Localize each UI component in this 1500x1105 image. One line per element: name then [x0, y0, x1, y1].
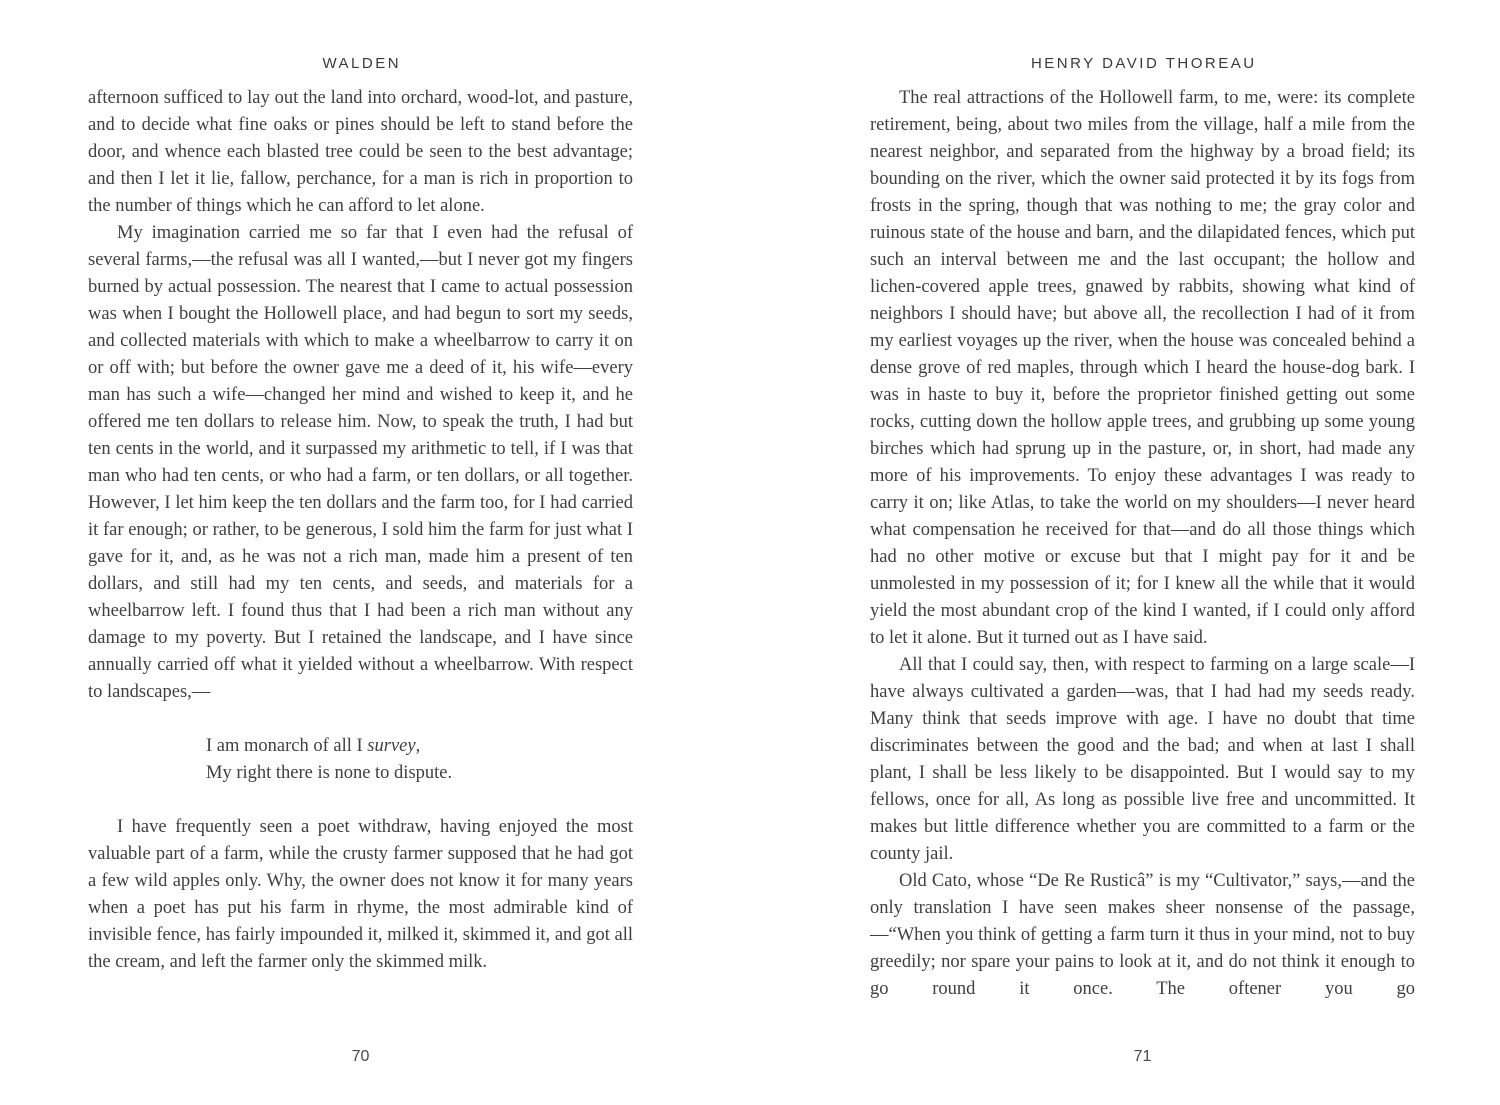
right-page — [870, 56, 1415, 1003]
paragraph: All that I could say, then, with respect to farming on a large scale—I have always cultivated a garden—was, that I had had my seeds ready. Many think that seeds improve with age. I have no doubt that time discriminates between the good and the bad; and when at last I shall plant, I shall be less likely to be disappointed. But I would say to my fellows, once for all, As long as possible live free and uncommitted. It makes but little difference whether you are committed to a farm or the county jail. — [870, 655, 1415, 864]
paragraph-continues-next-page: Old Cato, whose “De Re Rusticâ” is my “Cultivator,” says,—and the only translation I have seen makes sheer nonsense of the passage,—“When you think of getting a farm turn it thus in your mind, not to buy greedily; nor spare your pains to look at it, and do not think it enough to go round it once. The oftener you go — [870, 871, 1415, 999]
verse-text: I am monarch of all I — [206, 736, 368, 756]
left-page-body — [88, 85, 633, 976]
paragraph-continuation: afternoon sufficed to lay out the land into orchard, wood-lot, and pasture, and to decide what fine oaks or pines should be left to stand before the door, and whence each blasted tree could be seen to the best advantage; and then I let it lie, fallow, perchance, for a man is rich in proportion to the number of things which he can afford to let alone. — [88, 88, 633, 216]
right-running-head: HENRY DAVID THOREAU — [1030, 55, 1257, 72]
paragraph: My imagination carried me so far that I even had the refusal of several farms,—the refusal was all I wanted,—but I never got my fingers burned by actual possession. The nearest that I came to actual possession was when I bought the Hollowell place, and had begun to sort my seeds, and collected materials with which to make a wheelbarrow to carry it on or off with; but before the owner gave me a deed of it, his wife—every man has such a wife—changed her mind and wished to keep it, and he offered me ten dollars to release him. Now, to speak the truth, I had but ten cents in the world, and it surpassed my arithmetic to tell, if I was that man who had ten cents, or who had a farm, or ten dollars, or all together. However, I let him keep the ten dollars and the farm too, for I had carried it far enough; or rather, to be generous, I sold him the farm for just what I gave for it, and, as he was not a rich man, made him a present of ten dollars, and still had my ten cents, and seeds, and materials for a wheelbarrow left. I found thus that I had been a rich man without any damage to my poverty. But I retained the landscape, and I have since annually carried off what it yielded without a wheelbarrow. With respect to landscapes,— — [88, 223, 633, 702]
left-running-head: WALDEN — [322, 55, 402, 72]
verse-quote — [206, 733, 633, 787]
right-page-number: 71 — [1133, 1048, 1152, 1065]
verse-text: , — [415, 736, 421, 756]
verse-line: My right there is none to dispute. — [206, 763, 453, 783]
left-page-number: 70 — [351, 1048, 370, 1065]
paragraph: I have frequently seen a poet withdraw, having enjoyed the most valuable part of a farm, while the crusty farmer supposed that he had got a few wild apples only. Why, the owner does not know it for many years when a poet has put his farm in rhyme, the most admirable kind of invisible fence, has fairly impounded it, milked it, skimmed it, and got all the cream, and left the farmer only the skimmed milk. — [88, 817, 633, 972]
verse-italic-word: survey — [367, 736, 416, 756]
right-page-body — [870, 85, 1415, 1003]
verse-line — [206, 733, 633, 760]
paragraph: The real attractions of the Hollowell farm, to me, were: its complete retirement, being, about two miles from the village, half a mile from the nearest neighbor, and separated from the highway by a broad field; its bounding on the river, which the owner said protected it by its fogs from frosts in the spring, though that was nothing to me; the gray color and ruinous state of the house and barn, and the dilapidated fences, which put such an interval between me and the last occupant; the hollow and lichen-covered apple trees, gnawed by rabbits, showing what kind of neighbors I should have; but above all, the recollection I had of it from my earliest voyages up the river, when the house was concealed behind a dense grove of red maples, through which I heard the house-dog bark. I was in haste to buy it, before the proprietor finished getting out some rocks, cutting down the hollow apple trees, and grubbing up some young birches which had sprung up in the pasture, or, in short, had made any more of his improvements. To enjoy these advantages I was ready to carry it on; like Atlas, to take the world on my shoulders—I never heard what compensation he received for that—and do all those things which had no other motive or excuse but that I might pay for it and be unmolested in my possession of it; for I knew all the while that it would yield the most abundant crop of the kind I wanted, if I could only afford to let it alone. But it turned out as I have said. — [870, 88, 1415, 648]
left-page — [88, 56, 633, 976]
